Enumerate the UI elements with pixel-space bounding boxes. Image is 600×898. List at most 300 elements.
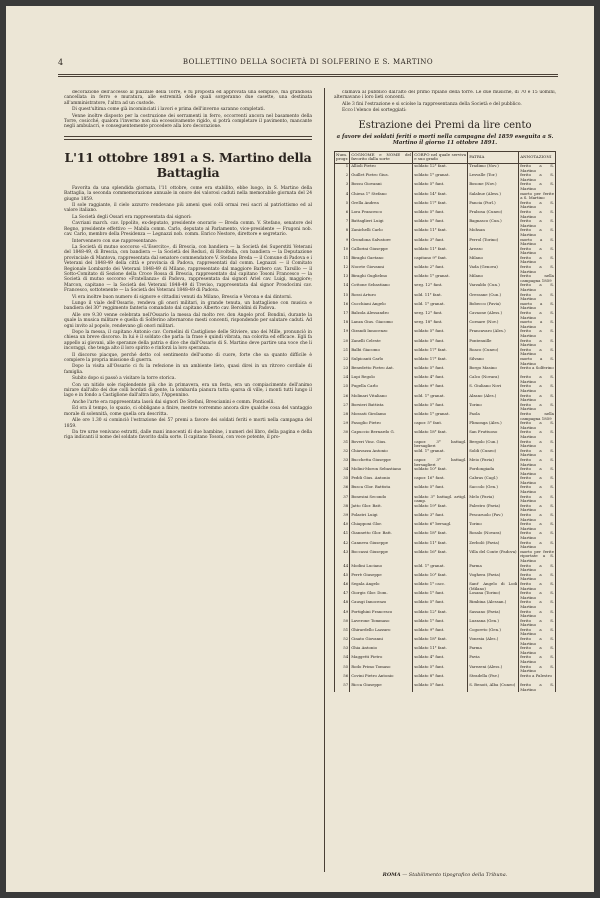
soldier-name: Ferrè Giuseppe: [350, 573, 413, 582]
soldier-annotation: ferito a S. Martino: [520, 420, 554, 430]
soldier-name: Rossi Arturo: [350, 293, 413, 302]
soldier-name: Rodo Primo Tomaso: [350, 665, 413, 674]
soldier-corps: soldato 6° bersagl.: [413, 522, 468, 531]
soldier-homeland: Stradella (Pav.): [468, 674, 519, 683]
soldier-corps: soldato 5° fant.: [413, 210, 468, 219]
row-number: 2: [335, 173, 350, 182]
header-annotazioni: ANNOTAZIONI: [519, 151, 556, 163]
soldier-name: Canneva Giuseppe: [350, 541, 413, 550]
soldier-homeland: Parma: [468, 564, 519, 573]
section-rule: [64, 136, 312, 137]
soldier-annotation: morto a S. Martino: [520, 236, 554, 247]
soldier-homeland: Francavaro (Ales.): [468, 329, 519, 338]
soldier-corps: soldato 8° fant.: [413, 674, 468, 683]
soldier-homeland: Gressane (Cun.): [468, 293, 519, 302]
article-paragraph: Dopo la visita all'Ossario ci fu la refezione in un ambiente lieto, quasi direi in un ritrovo cordiale di famiglia.: [64, 364, 312, 375]
prize-table: [334, 151, 556, 692]
row-number: 35: [335, 476, 350, 485]
soldier-corps: soldato 12° fant.: [413, 164, 468, 174]
soldier-homeland: Villa del Conte (Padova): [468, 550, 519, 564]
soldier-corps: soldato 10° fant.: [413, 467, 468, 476]
soldier-homeland: Pontenuille: [468, 339, 519, 348]
article-paragraph: La Società degli Ossari era rappresentata dai signori:: [72, 214, 192, 220]
soldier-corps: soldato 18° fant.: [413, 531, 468, 540]
soldier-annotation: ferito a S. Martino: [520, 401, 554, 412]
soldier-corps: capor. 3° battagl. bersaglieri: [414, 456, 467, 467]
row-number: 36: [335, 485, 350, 494]
soldier-annotation: morto per ferite a S. Martino: [520, 190, 554, 201]
soldier-name: Cucchiani Angelo: [350, 302, 413, 311]
row-number: 7: [335, 219, 350, 228]
soldier-corps: soldato 5° fant.: [413, 366, 468, 375]
row-number: 22: [335, 357, 350, 366]
soldier-annotation: ferito a S. Martino: [520, 199, 554, 210]
soldier-corps: sold. 1° granat.: [413, 302, 468, 311]
left-paragraph: decorazione dell'accesso al piazzale della Torre, e fu proposta ed approvata una semplice, ma grandiosa cancellata in ferro e muratura, alle estremità delle quali sorgeranno due casette, una destinata all'amministratore, l'altra ad un custode.: [64, 90, 312, 106]
soldier-homeland: Torino: [468, 403, 519, 412]
newspaper-page: [6, 6, 594, 892]
soldier-annotation: ferito a S. Martino: [520, 571, 554, 582]
soldier-corps: soldato 11° fant.: [413, 247, 468, 256]
soldier-homeland: Pescaruolo (Pav.): [468, 513, 519, 522]
article-paragraph: Cavriani march. cav. Ippolito, ex-deputato, presidente onorario — Breda comm. V. Stefano, senatore del Regno, presidente effettivo — Mabila comm. Carlo, deputato al Parlamento, vice-presidente — Frugoni nob. cav. Carlo, membro della Presidenza — Legnazzi nob. comm. Enrico Nestore, direttore e segretario.: [64, 221, 312, 238]
soldier-annotation: ferito a S. Martino: [520, 654, 554, 665]
soldier-homeland: Fordongiada: [468, 467, 519, 476]
soldier-annotation: ferito a S. Martino: [520, 599, 554, 609]
soldier-corps: capor. 3° battagl. bersaglieri: [414, 438, 467, 449]
row-number: 14: [335, 283, 350, 292]
soldier-name: Zanelli Celeste: [350, 339, 413, 348]
soldier-corps: soldato 5° fant.: [413, 485, 468, 494]
soldier-corps: capor. 16° fant.: [413, 476, 468, 485]
right-paragraph: Ecco l'elenco dei sorteggiati:: [342, 108, 407, 114]
soldier-corps: sold. 11° fant.: [413, 293, 468, 302]
row-number: 37: [335, 495, 350, 504]
soldier-annotation: ferito a S. Martino: [520, 663, 554, 674]
soldier-corps: sold. 1° granat.: [413, 394, 468, 403]
soldier-homeland: Meio (Pavia): [468, 458, 519, 467]
soldier-annotation: ferito a S. Martino: [520, 227, 554, 237]
soldier-annotation: ferito a S. Martino: [520, 429, 554, 439]
soldier-homeland: Alzano (Ales.): [468, 394, 519, 403]
header-corpo: CORPO nel quale serviva e suo grado: [413, 151, 468, 163]
soldier-corps: soldato 5° fant.: [413, 665, 468, 674]
soldier-annotation: ferito a S. Martino: [520, 456, 554, 467]
soldier-corps: soldato 3° fant.: [413, 513, 468, 522]
soldier-name: Nocete Giovanni: [350, 265, 413, 274]
soldier-homeland: Cornare (Nov.): [468, 320, 519, 329]
soldier-name: Callorini Giuseppe: [350, 247, 413, 256]
row-number: 49: [335, 610, 350, 619]
soldier-name: Causgi Innocenzo: [350, 600, 413, 609]
row-number: 16: [335, 302, 350, 311]
soldier-homeland: Arezzo: [468, 247, 519, 256]
soldier-homeland: Varezeni (Aless.): [468, 665, 519, 674]
soldier-corps: soldato 11° fant.: [413, 541, 468, 550]
soldier-annotation: ferito a S. Martino: [520, 466, 554, 476]
soldier-name: Ghirardello Lazzaro: [350, 628, 413, 637]
row-number: 8: [335, 228, 350, 237]
soldier-annotation: ferito a S. Martino: [520, 512, 554, 522]
soldier-corps: capitano 9° fant.: [413, 256, 468, 265]
row-number: 10: [335, 247, 350, 256]
soldier-annotation: ferito a S. Martino: [520, 374, 554, 384]
soldier-annotation: morto a S. Martino: [520, 300, 554, 311]
soldier-name: Grella Andrea: [350, 201, 413, 210]
row-number: 15: [335, 293, 350, 302]
soldier-homeland: Vada (Genova): [468, 265, 519, 274]
article-paragraph: Favorita da una splendida giornata, l'11 ottobre, come era stabilito, ebbe luogo, in S. Martino della Battaglia, la seconda commemorazione annuale in onore dei valorosi caduti nella memorabile giornata del 24 giugno 1859.: [64, 185, 312, 202]
soldier-name: Modini Luciano: [350, 564, 413, 573]
row-number: 31: [335, 440, 350, 449]
article-paragraph: Da tre urne venivano estratti, dalle mani innocenti di due bambine, i numeri del libro, della pagina e della riga indicanti il nome del soldato favorito dalla sorte. Il capitano Tosoni, con voce potente, il pro-: [64, 429, 312, 441]
soldier-homeland: Milano: [468, 274, 519, 283]
soldier-corps: soldato 18° fant.: [413, 637, 468, 646]
header-num: Num. progr.: [335, 151, 350, 163]
soldier-homeland: Paola: [468, 412, 519, 421]
soldier-homeland: Losana (Torino): [468, 591, 519, 600]
row-number: 13: [335, 274, 350, 283]
soldier-corps: soldato 1° granat.: [413, 274, 468, 283]
soldier-corps: soldato 4° fant.: [413, 655, 468, 664]
soldier-name: Borsieri Battista: [350, 403, 413, 412]
soldier-name: Biraghi Guglielmo: [350, 274, 413, 283]
soldier-annotation: ferito a S. Martino: [520, 626, 554, 637]
soldier-corps: soldato 11° fant.: [413, 646, 468, 655]
soldier-name: Lupi Regolo: [350, 375, 413, 384]
soldier-annotation: morto a S. Martino: [520, 319, 554, 329]
row-number: 26: [335, 394, 350, 403]
soldier-homeland: Cabras (Cagl.): [468, 476, 519, 485]
header-patria: PATRIA: [468, 151, 519, 163]
soldier-name: Benedetto Pietro Ant.: [350, 366, 413, 375]
row-number: 17: [335, 311, 350, 320]
soldier-homeland: Palestro (Pavia): [468, 504, 519, 513]
row-number: 56: [335, 674, 350, 683]
soldier-annotation: ferito a S. Martino: [520, 562, 554, 573]
soldier-name: Chiesa 1° Stefano: [350, 192, 413, 201]
soldier-annotation: ferito a S. Martino: [520, 310, 554, 320]
article-paragraph: La Società di mutuo soccorso «L'Esercito», di Brescia, con bandiera — la Società dei Superstiti Veterani del 1848-49, di Brescia, con bandiera — la Società dei Reduci, di Rivoltella, con bandiera — la Deputazione provinciale di Mantova, rappresentata dal senatore commendatore V. Stefano Breda — il Comune di Padova e i Veterani del 1848-49 della città e provincia di Padova, rappresentati dal comm. Legnazzi — il Comitato Regionale Lombardo dei Veterani 1848-49 di Milano, rappresentato dal maggiore Barbero cav. Tarsillo — il Sotto-Comitato di Sezione della Croce Rossa di Brescia, rappresentato dal capitano Tosoni Francesco — la Società di mutuo soccorso «Fratellanza» di Padova, rappresentata dai signori Ariel cav. Luigi, maggiore; Marcon, capitano — la Società dei Veterani 1848-49 di Treviso, rappresentata dal signor Prosdocimi cav. Francesco, sottotenente — la Società dei Veterani 1848-49 di Padova.: [64, 244, 312, 294]
soldier-name: Girandi Innocenzo: [350, 329, 413, 338]
right-paragraph: clamava al pubblico dall'alto del primo ripiano della torre. Le due musiche, di 70 e 15 uomini, alternavano i loro lieti concenti.: [334, 90, 556, 101]
row-number: 41: [335, 531, 350, 540]
soldier-name: Molini-Moron Sebastiano: [350, 467, 413, 476]
soldier-annotation: ferito a S. Martino: [520, 645, 554, 655]
soldier-homeland: Sant' Angelo di Lodi (Milano): [469, 580, 518, 591]
soldier-corps: soldato 4° fant.: [413, 375, 468, 384]
soldier-name: Bonesini Secondo: [350, 495, 413, 504]
article-paragraph: Intervennero con sue rappresentanze:: [72, 238, 158, 244]
soldier-name: Chiavazza Antonio: [350, 449, 413, 458]
extraction-subtitle: a favore dei soldati feriti o morti nella campagna del 1859 eseguita a S. Martino il giorno 11 ottobre 1891.: [336, 133, 554, 147]
soldier-homeland: S. Giuliano Novi: [468, 384, 519, 393]
row-number: 21: [335, 348, 350, 357]
soldier-corps: soldato 5° fant.: [413, 600, 468, 609]
soldier-annotation: ferito a S. Martino: [520, 636, 554, 646]
soldier-corps: serg. 12° fant.: [413, 283, 468, 292]
soldier-name: Bucchetta Giuseppe: [350, 458, 413, 467]
soldier-annotation: ferito a S. Martino: [520, 208, 554, 219]
row-number: 20: [335, 339, 350, 348]
soldier-homeland: San Fruttuoso: [468, 430, 519, 439]
printer-footer: [334, 872, 556, 878]
soldier-name: Allioli Pietro: [350, 164, 413, 174]
row-number: 4: [335, 192, 350, 201]
soldier-corps: soldato 17° fant.: [413, 348, 468, 357]
table-header-row: [335, 151, 556, 163]
column-divider: [324, 88, 325, 872]
header-rule: [58, 74, 558, 75]
row-number: 47: [335, 591, 350, 600]
soldier-annotation: ferito nella campagna 1859: [520, 273, 554, 283]
left-paragraph: Di quest'ultima come già incominciati i lavori e prima dell'inverno saranno completati.: [72, 107, 265, 113]
soldier-name: Mossati Girolamo: [350, 412, 413, 421]
soldier-annotation: ferito a S. Martino: [520, 493, 554, 504]
soldier-name: Giannetto Glor. Batt.: [350, 531, 413, 540]
soldier-corps: soldato 1° granat.: [413, 173, 468, 182]
soldier-corps: soldato 5° fant.: [413, 329, 468, 338]
soldier-name: Ghia Antonio: [350, 646, 413, 655]
article-paragraph: Anche l'arte era rappresentata lassù dai signori De Stefani, Brescianini e comm. Ponticelli.: [72, 399, 275, 405]
row-number: 25: [335, 384, 350, 393]
soldier-corps: sold. 1° granat.: [413, 449, 468, 458]
right-column: [334, 90, 556, 870]
row-number: 6: [335, 210, 350, 219]
soldier-corps: capor. 5° fant.: [413, 421, 468, 430]
running-title: BOLLETTINO DELLA SOCIETÀ DI SOLFERINO E S. MARTINO: [182, 58, 434, 66]
soldier-corps: soldato 2° fant.: [413, 265, 468, 274]
soldier-annotation: ferito a S. Martino: [520, 172, 554, 182]
soldier-homeland: Zerbolò (Pavia): [468, 541, 519, 550]
soldier-homeland: Pavia: [468, 655, 519, 664]
soldier-annotation: morto a S. Martino: [520, 355, 554, 366]
soldier-homeland: Soldi (Cuneo): [468, 449, 519, 458]
soldier-annotation: ferito a S. Martino: [520, 590, 554, 600]
soldier-annotation: ferito a S. Martino: [520, 264, 554, 274]
row-number: 43: [335, 550, 350, 564]
left-column: [64, 90, 312, 870]
soldier-homeland: Bergolo (Cun.): [468, 440, 519, 449]
soldier-homeland: Voghera (Pavia): [468, 573, 519, 582]
soldier-corps: soldato 5° fant.: [413, 403, 468, 412]
soldier-annotation: ferito a S. Martino: [520, 447, 554, 458]
soldier-name: Pugella Carlo: [350, 384, 413, 393]
soldier-name: Covini Pietro Antonio: [350, 674, 413, 683]
soldier-homeland: Mohsan: [468, 228, 519, 237]
soldier-homeland: Cavaone (Aless.): [468, 311, 519, 320]
soldier-annotation: ferito a S. Martino: [520, 346, 554, 357]
row-number: 34: [335, 467, 350, 476]
soldier-name: Boveri Vinc. Gius.: [350, 440, 413, 449]
soldier-corps: soldato 5° fant.: [413, 339, 468, 348]
soldier-corps: soldato 17° fant.: [413, 357, 468, 366]
soldier-annotation: ferito a S. Martino: [520, 218, 554, 228]
soldier-name: Busca Glor. Battista: [350, 485, 413, 494]
soldier-homeland: Milano: [468, 256, 519, 265]
soldier-name: Boccassi Giuseppe: [350, 550, 413, 564]
soldier-name: Fasoglio Pietro: [350, 421, 413, 430]
soldier-homeland: Bosone (Nov.): [468, 182, 519, 191]
left-paragraph: Venne inoltre disposto per la costruzione dei serramenti in ferro, occorrenti ancora nel basamento della Torre, cosicché, qualora l'inverno non sia eccessivamente rigido, si potrà completare il pavimento, mancante negli ambulacri, e conseguentemente procedere alla loro decorazione.: [64, 113, 312, 130]
row-number: 12: [335, 265, 350, 274]
soldier-annotation: ferito a S. Martino: [520, 475, 554, 485]
row-number: 38: [335, 504, 350, 513]
row-number: 3: [335, 182, 350, 191]
soldier-name: Peddi Gius. Antonio: [350, 476, 413, 485]
row-number: 51: [335, 628, 350, 637]
page-number: 4: [58, 58, 64, 67]
row-number: 40: [335, 522, 350, 531]
soldier-name: Chiapponi Glor.: [350, 522, 413, 531]
soldier-homeland: S. Benoit, Alba (Cuneo): [468, 683, 519, 692]
soldier-corps: soldato 1° cacc.: [413, 582, 468, 591]
row-number: 33: [335, 458, 350, 467]
soldier-name: Polastri Luigi: [350, 513, 413, 522]
soldier-name: Grondona Salvatore: [350, 238, 413, 247]
row-number: 53: [335, 646, 350, 655]
soldier-name: Portighini Francesco: [350, 610, 413, 619]
soldier-homeland: Silvano: [468, 357, 519, 366]
header-rule-double: [58, 76, 558, 77]
row-number: 57: [335, 683, 350, 692]
article-paragraph: Alle ore 1.30 si cominciò l'estrazione dei 57 premi a favore dei soldati feriti e morti nella campagna del 1859.: [64, 418, 312, 429]
soldier-homeland: Borgo Masino: [468, 366, 519, 375]
soldier-name: Zanichelli Carlo: [350, 228, 413, 237]
soldier-corps: soldato 3° battagl. artigl. camp.: [414, 493, 467, 504]
soldier-corps: soldato 9° fant.: [413, 628, 468, 637]
soldier-annotation: morto per ferite riportate a S. Martino: [520, 548, 554, 563]
soldier-corps: soldato 1° granat.: [413, 412, 468, 421]
soldier-annotation: ferito a S. Martino: [520, 539, 554, 550]
soldier-annotation: ferito a Palestro: [519, 674, 556, 683]
soldier-annotation: ferito a S. Martino: [520, 254, 554, 265]
soldier-annotation: ferito a S. Martino: [520, 502, 554, 513]
soldier-annotation: ferito a S. Martino: [520, 530, 554, 540]
page-header: [58, 58, 558, 72]
soldier-homeland: Frabosa (Cuneo): [468, 210, 519, 219]
soldier-annotation: ferito a S. Martino: [520, 521, 554, 531]
soldier-annotation: ferito a S. Martino: [520, 181, 554, 191]
soldier-corps: soldato 1° fant.: [413, 591, 468, 600]
soldier-name: Bossu Giovanni: [350, 182, 413, 191]
soldier-annotation: ferito a S. Martino: [520, 245, 554, 256]
soldier-homeland: Melo (Pavia): [468, 495, 519, 504]
soldier-homeland: Varzaldo (Cun.): [468, 283, 519, 292]
soldier-homeland: Vonesia (Ales.): [468, 637, 519, 646]
soldier-name: Molinari Vitaliano: [350, 394, 413, 403]
soldier-annotation: ferito a S. Martino: [520, 617, 554, 628]
article-paragraph: Ed ora il tempo, lo spazio, ci obbligano a finire, mentre vorremmo ancora dire qualche cosa del vantaggio morale di solennità, come quella ora descritta.: [64, 406, 312, 417]
soldier-name: Jatto Glor. Batt.: [350, 504, 413, 513]
article-body: [64, 186, 312, 441]
soldier-homeland: Bobecco (Pavia): [468, 302, 519, 311]
article-paragraph: Il discorso piacque, perché detto col sentimento dell'uomo di cuore, forte che sa quanto difficile è compiere la propria missione di guerra.: [64, 352, 312, 364]
soldier-name: Lanza Gius. Giacomo: [350, 320, 413, 329]
soldier-corps: soldato 3° fant.: [413, 238, 468, 247]
soldier-homeland: Rosalo (Novara): [468, 531, 519, 540]
soldier-homeland: Lesvalle (Tor.): [468, 173, 519, 182]
soldier-corps: soldato 5° fant.: [413, 219, 468, 228]
soldier-homeland: Cogoreto (Gen.): [468, 628, 519, 637]
row-number: 42: [335, 541, 350, 550]
row-number: 24: [335, 375, 350, 384]
soldier-name: Capuccio Bernardo G.: [350, 430, 413, 439]
soldier-corps: soldato 17° fant.: [413, 201, 468, 210]
soldier-homeland: Saccolo (Gen.): [468, 485, 519, 494]
soldier-homeland: Bagnasco (Cun.): [468, 219, 519, 228]
soldier-homeland: Salabue (Aless.): [468, 192, 519, 201]
soldier-corps: soldato 10° fant.: [413, 573, 468, 582]
row-number: 52: [335, 637, 350, 646]
section-rule: [64, 139, 312, 140]
prize-table-body: [335, 164, 556, 693]
soldier-corps: soldato 1° fant.: [413, 619, 468, 628]
article-paragraph: Dopo la messa, il capitano Antonio cav. Cornelini di Castiglione delle Stiviere, uno dei Mille, pronunciò in chiesa un breve discorso. In lui è il soldato che parla: la frase è quindi vibrata, ma colorita ed efficace. Egli fa appello ai giovani, alle speranze della patria e dice che dall'Ossario di S. Martino deve partire una voce che li incoraggi, che tenga alto il loro spirito e rinforzi la loro speranza.: [64, 330, 312, 352]
row-number: 44: [335, 564, 350, 573]
row-number: 55: [335, 665, 350, 674]
soldier-name: Guillet Pietro Gius.: [350, 173, 413, 182]
soldier-name: Cinato Giovanni: [350, 637, 413, 646]
soldier-homeland: Sassano (Pavia): [468, 610, 519, 619]
soldier-homeland: Pancia (Porl.): [468, 201, 519, 210]
soldier-homeland: Calco (Novara): [468, 375, 519, 384]
soldier-corps: soldato 9° fant.: [413, 384, 468, 393]
footer-city: ROMA: [382, 872, 401, 878]
row-number: 5: [335, 201, 350, 210]
soldier-corps: soldato 19° fant.: [413, 504, 468, 513]
article-title: L'11 ottobre 1891 a S. Martino della Battaglia: [64, 149, 312, 180]
soldier-annotation: ferito a S. Martino: [520, 438, 554, 449]
soldier-annotation: ferito a S. Martino: [520, 282, 554, 293]
soldier-annotation: ferito a S. Martino: [520, 337, 554, 348]
soldier-name: Segala Angelo: [350, 582, 413, 591]
soldier-name: Sulpicanti Carlo: [350, 357, 413, 366]
soldier-name: Cottone Sebastiano: [350, 283, 413, 292]
row-number: 30: [335, 430, 350, 439]
soldier-name: Balzola Alessandro: [350, 311, 413, 320]
soldier-annotation: ferito a S. Martino: [520, 392, 554, 403]
soldier-homeland: Tradimo (Nov.): [468, 164, 519, 174]
soldier-homeland: Luzzana (Gen.): [468, 619, 519, 628]
soldier-name: Battaglieri Luigi: [350, 219, 413, 228]
row-number: 23: [335, 366, 350, 375]
header-name: COGNOME e NOME del favorito dalla sorte: [350, 151, 413, 163]
extraction-title: Estrazione dei Premi da lire cento: [358, 119, 532, 131]
row-number: 54: [335, 655, 350, 664]
article-paragraph: Alle ore 9.30 venne celebrata nell'Ossario la messa dal molto rev. don Angelo prof. Bondini, durante la quale la musica militare e quella di Solferino alternarono mesti concenti, rispondendo per salutare caduti. Ad ogni invito al popolo, rendevano gli onori militari.: [64, 312, 312, 329]
row-number: 39: [335, 513, 350, 522]
row-number: 29: [335, 421, 350, 430]
row-number: 27: [335, 403, 350, 412]
soldier-corps: soldato 18° fant.: [413, 430, 468, 439]
row-number: 45: [335, 573, 350, 582]
soldier-homeland: Torino: [468, 522, 519, 531]
soldier-name: Maggetti Pietro: [350, 655, 413, 664]
row-number: 1: [335, 164, 350, 174]
soldier-annotation: ferito a S. Martino: [520, 291, 554, 302]
row-number: 11: [335, 256, 350, 265]
row-number: 32: [335, 449, 350, 458]
soldier-homeland: Ferrol (Torino): [468, 238, 519, 247]
soldier-annotation: ferito a Solferino: [519, 366, 556, 375]
soldier-annotation: ferito nella campagna 1859: [520, 410, 554, 421]
soldier-corps: soldato 12° fant.: [413, 610, 468, 619]
soldier-annotation: ferito a S. Martino: [520, 163, 554, 173]
article-paragraph: Vi era inoltre buon numero di signore e cittadini venuti da Milano, Brescia e Verona e dai dintorni.: [72, 294, 292, 300]
row-number: 46: [335, 582, 350, 591]
soldier-homeland: Rimbina (Alessan.): [468, 600, 519, 609]
